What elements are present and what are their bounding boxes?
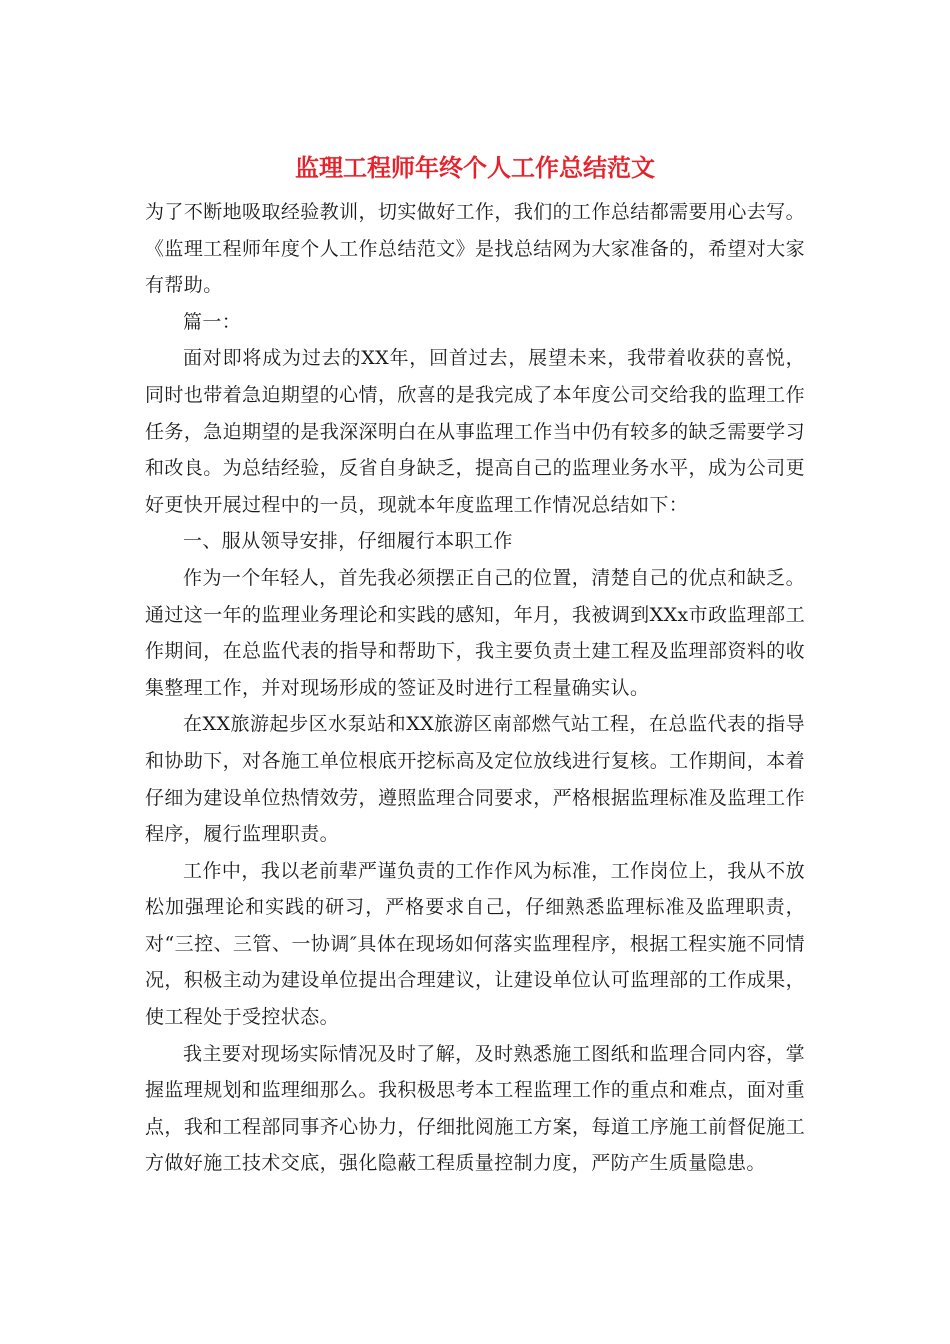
document-body — [145, 194, 805, 1182]
paragraph-opening: 面对即将成为过去的XX年，回首过去，展望未来，我带着收获的喜悦，同时也带着急迫期望的心情，欣喜的是我完成了本年度公司交给我的监理工作任务，急迫期望的是我深深明白在从事监理工作当中仍有较多的缺乏需要学习和改良。为总结经验，反省自身缺乏，提高自己的监理业务水平，成为公司更好更快开展过程中的一员，现就本年度监理工作情况总结如下： — [145, 347, 805, 516]
paragraph-heading-1: 一、服从领导安排，仔细履行本职工作 — [183, 530, 513, 553]
document-title: 监理工程师年终个人工作总结范文 — [295, 153, 655, 182]
paragraph-body-1: 作为一个年轻人，首先我必须摆正自己的位置，清楚自己的优点和缺乏。通过这一年的监理业务理论和实践的感知，年月，我被调到XXx市政监理部工作期间，在总监代表的指导和帮助下，我主要负责土建工程及监理部资料的收集整理工作，并对现场形成的签证及时进行工程量确实认。 — [145, 566, 805, 699]
paragraph-section-label: 篇一： — [183, 310, 242, 333]
paragraph-body-4: 我主要对现场实际情况及时了解，及时熟悉施工图纸和监理合同内容，掌握监理规划和监理细那么。我积极思考本工程监理工作的重点和难点，面对重点，我和工程部同事齐心协力，仔细批阅施工方案，每道工序施工前督促施工方做好施工技术交底，强化隐蔽工程质量控制力度，严防产生质量隐患。 — [145, 1042, 805, 1175]
paragraph-body-3: 工作中，我以老前辈严谨负责的工作作风为标准，工作岗位上，我从不放松加强理论和实践的研习，严格要求自己，仔细熟悉监理标准及监理职责，对“三控、三管、一协调″具体在现场如何落实监理程序，根据工程实施不同情况，积极主动为建设单位提出合理建议，让建设单位认可监理部的工作成果，使工程处于受控状态。 — [145, 859, 805, 1029]
paragraph-body-2: 在XX旅游起步区水泵站和XX旅游区南部燃气站工程，在总监代表的指导和协助下，对各施工单位根底开挖标高及定位放线进行复核。工作期间，本着仔细为建设单位热情效劳，遵照监理合同要求，严格根据监理标准及监理工作程序，履行监理职责。 — [145, 713, 805, 846]
paragraph-intro: 为了不断地吸取经验教训，切实做好工作，我们的工作总结都需要用心去写。《监理工程师年度个人工作总结范文》是找总结网为大家准备的，希望对大家有帮助。 — [145, 201, 805, 297]
